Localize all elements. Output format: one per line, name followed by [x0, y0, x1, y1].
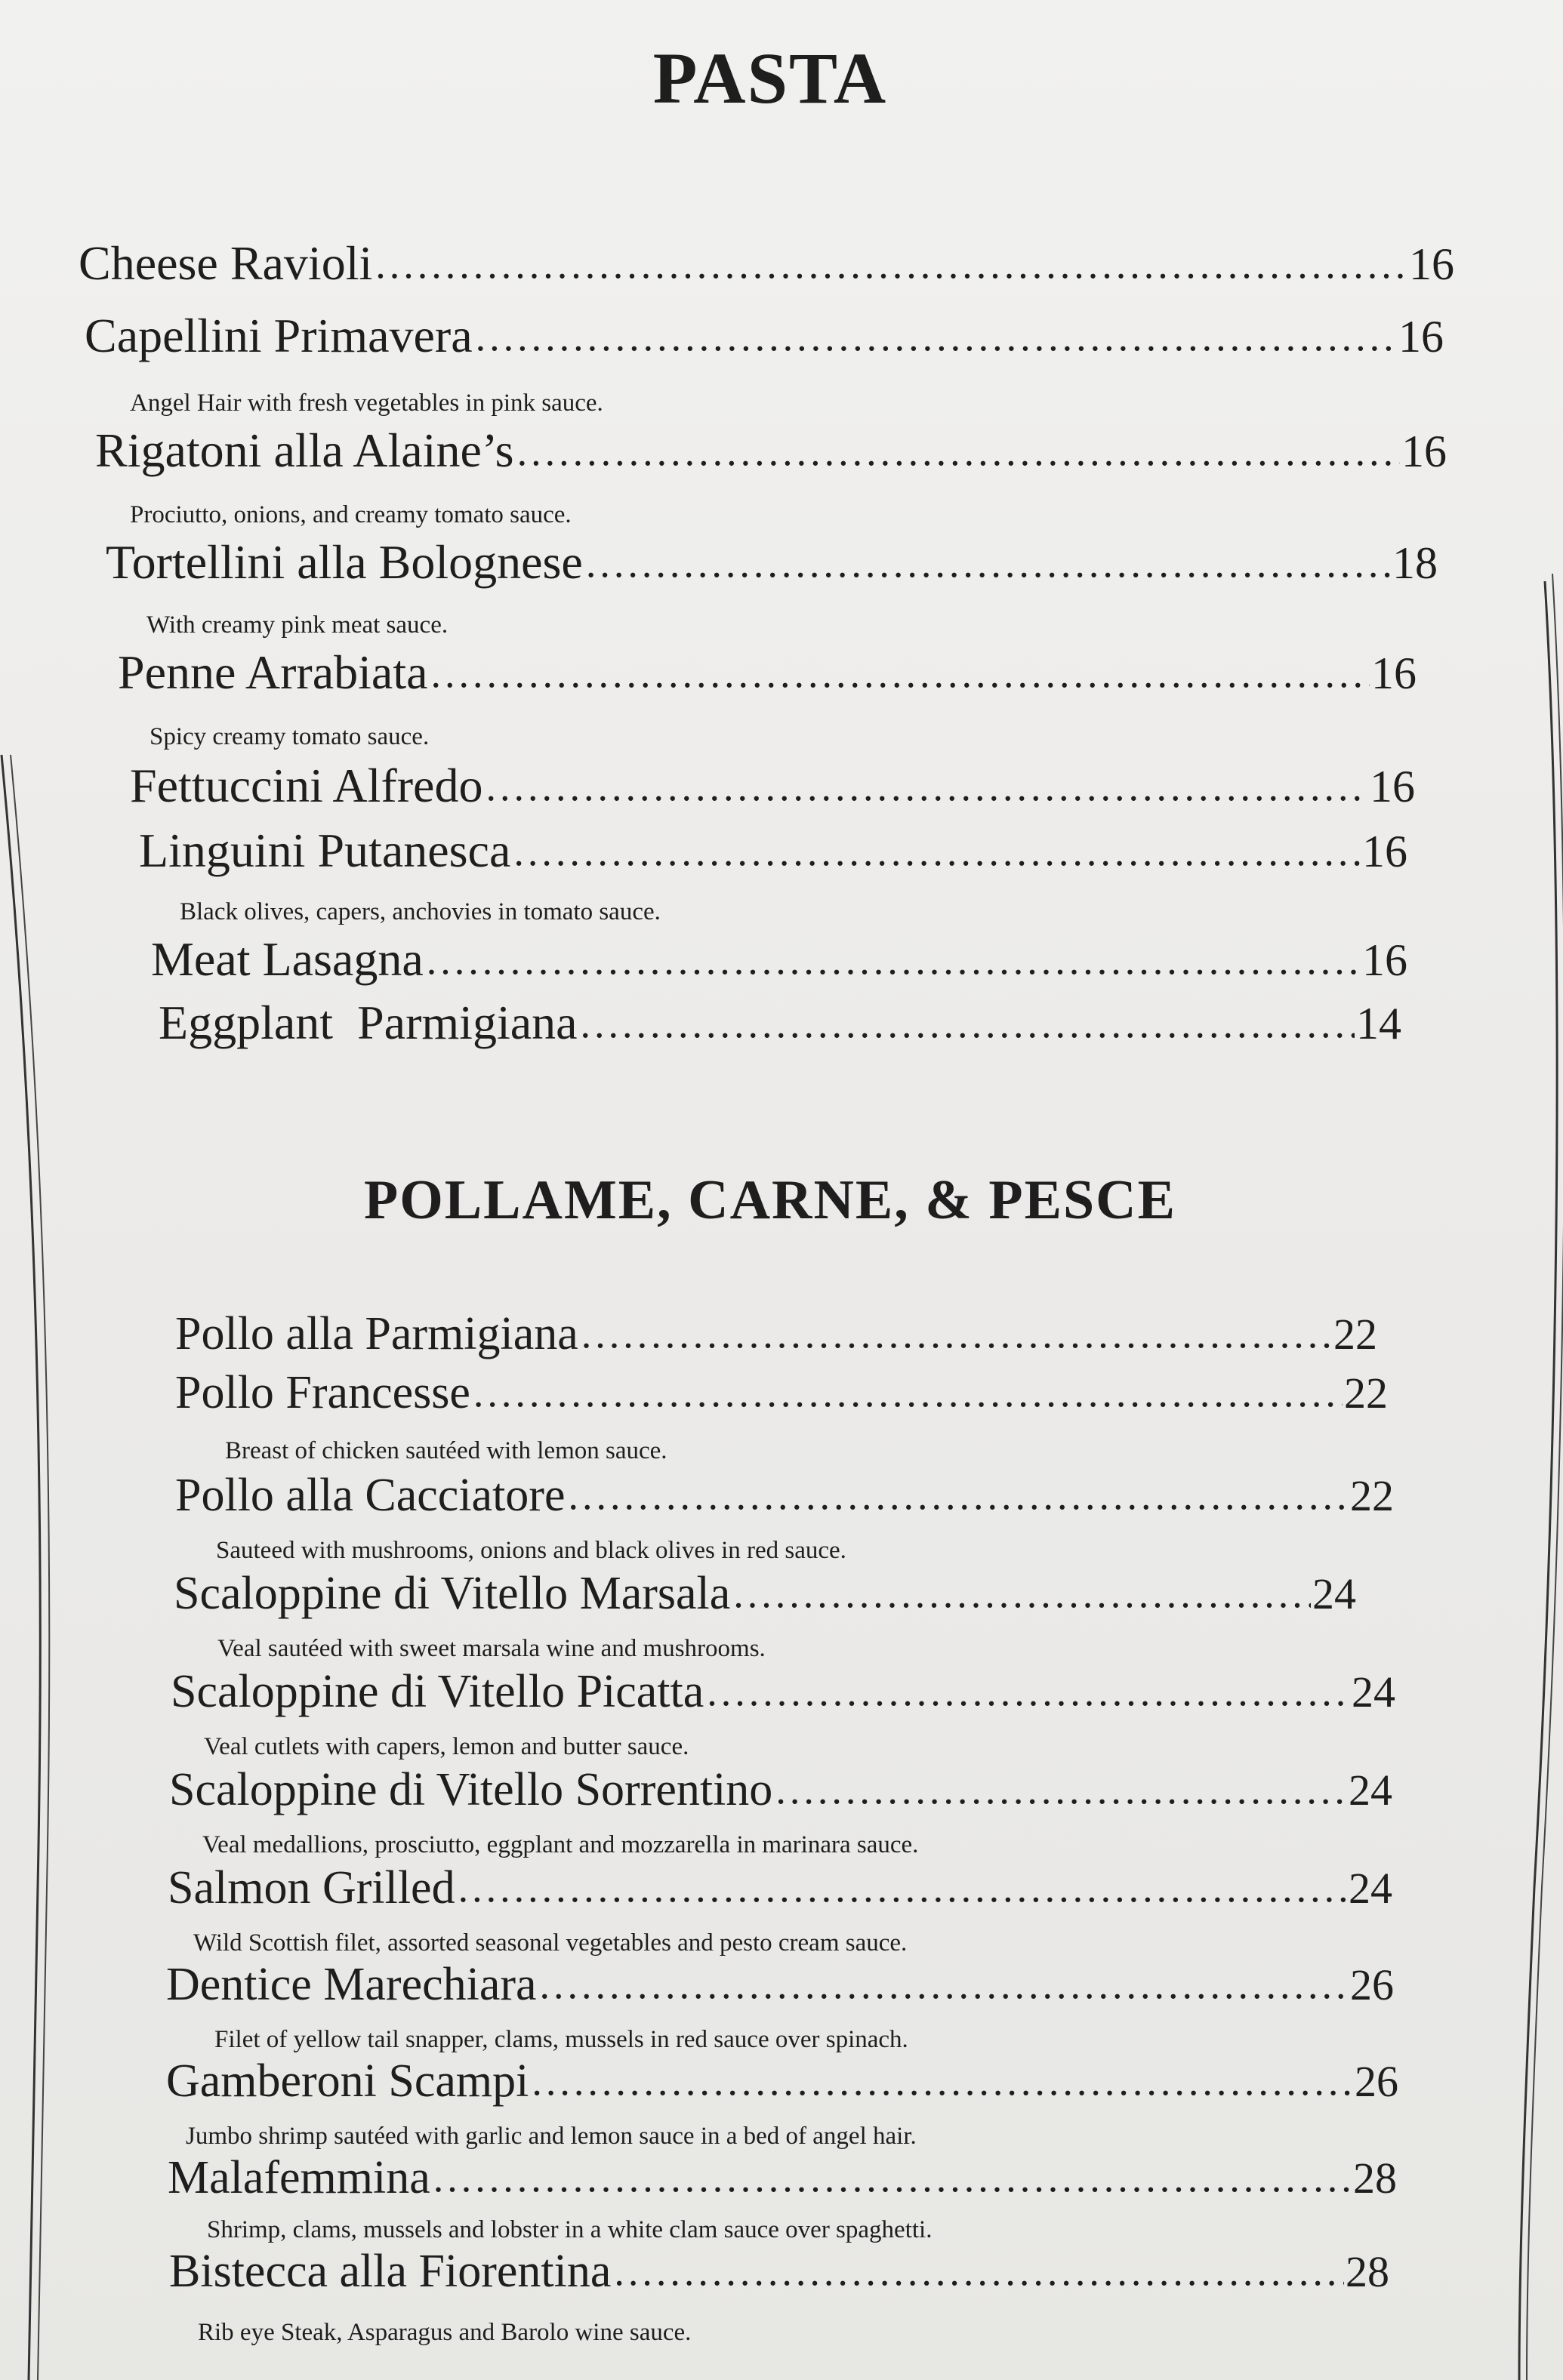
- item-name: Tortellini alla Bolognese: [106, 535, 583, 589]
- menu-item: [168, 2151, 1397, 2212]
- item-price: 16: [1370, 762, 1415, 811]
- menu-item: [169, 1763, 1392, 1824]
- item-price: 16: [1362, 935, 1407, 985]
- dot-leader: [532, 2058, 1353, 2104]
- dot-leader: [433, 2154, 1352, 2201]
- dot-leader: [614, 2248, 1344, 2295]
- dot-leader: [375, 241, 1407, 288]
- item-price: 24: [1349, 1864, 1392, 1913]
- item-price: 16: [1409, 239, 1454, 289]
- item-price: 16: [1362, 827, 1407, 876]
- item-description: Veal medallions, prosciutto, eggplant and mozzarella in marinara sauce.: [202, 1831, 919, 1858]
- item-name: Fettuccini Alfredo: [130, 759, 483, 812]
- dot-leader: [486, 763, 1368, 810]
- dot-leader: [581, 1000, 1355, 1047]
- item-price: 16: [1371, 648, 1417, 698]
- menu-item: [118, 645, 1417, 705]
- menu-item: [171, 1665, 1395, 1726]
- menu-item: [175, 1366, 1388, 1427]
- menu-item: [85, 308, 1444, 368]
- item-name: Scaloppine di Vitello Picatta: [171, 1666, 704, 1717]
- dot-leader: [568, 1472, 1349, 1519]
- item-name: Pollo alla Cacciatore: [175, 1470, 566, 1521]
- item-name: Malafemmina: [168, 2152, 430, 2203]
- item-description: Jumbo shrimp sautéed with garlic and lemon sauce in a bed of angel hair.: [186, 2123, 917, 2150]
- item-description: Rib eye Steak, Asparagus and Barolo wine sauce.: [198, 2319, 692, 2346]
- item-name: Penne Arrabiata: [118, 645, 428, 699]
- item-name: Gamberoni Scampi: [166, 2055, 529, 2107]
- menu-item: [168, 1861, 1392, 1922]
- menu-item: [106, 534, 1438, 595]
- item-name: Pollo Francesse: [175, 1367, 470, 1418]
- menu-item: [130, 758, 1415, 818]
- item-price: 14: [1356, 999, 1401, 1048]
- item-name: Bistecca alla Fiorentina: [169, 2246, 612, 2297]
- item-description: Spicy creamy tomato sauce.: [150, 723, 430, 750]
- item-description: Veal sautéed with sweet marsala wine and mushrooms.: [217, 1635, 766, 1662]
- menu-item: [166, 1958, 1394, 2018]
- dot-leader: [707, 1668, 1350, 1715]
- menu-item: [151, 931, 1407, 992]
- menu-item: [175, 1307, 1377, 1368]
- menu-item: [175, 1469, 1394, 1529]
- dot-leader: [473, 1369, 1343, 1416]
- item-price: 24: [1352, 1667, 1395, 1716]
- item-description: Angel Hair with fresh vegetables in pink sauce.: [130, 389, 603, 417]
- item-price: 24: [1349, 1766, 1392, 1815]
- item-name: Linguini Putanesca: [139, 824, 511, 877]
- dot-leader: [431, 650, 1370, 697]
- item-name: Eggplant Parmigiana: [159, 996, 578, 1049]
- item-description: With creamy pink meat sauce.: [146, 611, 449, 639]
- item-price: 28: [1353, 2154, 1397, 2203]
- item-price: 26: [1350, 1960, 1394, 2009]
- dot-leader: [775, 1766, 1347, 1813]
- item-price: 22: [1333, 1310, 1377, 1359]
- item-name: Capellini Primavera: [85, 309, 473, 362]
- menu-item: [159, 995, 1401, 1055]
- dot-leader: [517, 428, 1400, 475]
- item-name: Cheese Ravioli: [79, 236, 373, 290]
- item-price: 26: [1355, 2057, 1398, 2106]
- item-price: 22: [1344, 1369, 1388, 1418]
- section-title-pasta: PASTA: [652, 38, 888, 119]
- item-description: Shrimp, clams, mussels and lobster in a white clam sauce over spaghetti.: [207, 2216, 933, 2243]
- item-name: Scaloppine di Vitello Sorrentino: [169, 1764, 773, 1815]
- menu-item: [166, 2055, 1398, 2115]
- item-description: Wild Scottish filet, assorted seasonal vegetables and pesto cream sauce.: [193, 1929, 908, 1957]
- item-description: Breast of chicken sautéed with lemon sauce.: [225, 1437, 667, 1464]
- item-name: Pollo alla Parmigiana: [175, 1308, 578, 1359]
- item-name: Salmon Grilled: [168, 1862, 455, 1914]
- menu-item: [95, 423, 1447, 483]
- section-title-pollame-carne-pesce: POLLAME, CARNE, & PESCE: [364, 1169, 1176, 1231]
- menu-item: [174, 1567, 1356, 1627]
- menu-item: [79, 236, 1454, 296]
- dot-leader: [513, 828, 1361, 875]
- dot-leader: [476, 313, 1397, 360]
- item-description: Filet of yellow tail snapper, clams, mussels in red sauce over spinach.: [214, 2026, 908, 2053]
- dot-leader: [733, 1570, 1311, 1617]
- item-name: Rigatoni alla Alaine’s: [95, 423, 514, 477]
- item-price: 24: [1312, 1569, 1356, 1618]
- item-name: Dentice Marechiara: [166, 1959, 537, 2010]
- item-description: Black olives, capers, anchovies in tomato sauce.: [180, 898, 661, 925]
- dot-leader: [427, 937, 1361, 984]
- item-description: Veal cutlets with capers, lemon and butter sauce.: [204, 1733, 689, 1760]
- menu-item: [169, 2245, 1389, 2305]
- item-name: Scaloppine di Vitello Marsala: [174, 1568, 731, 1619]
- item-price: 18: [1392, 538, 1438, 588]
- item-price: 28: [1346, 2247, 1389, 2296]
- dot-leader: [458, 1864, 1347, 1911]
- dot-leader: [581, 1310, 1332, 1357]
- item-price: 16: [1401, 426, 1447, 476]
- dot-leader: [586, 540, 1391, 587]
- item-name: Meat Lasagna: [151, 932, 424, 986]
- item-price: 22: [1350, 1471, 1394, 1520]
- item-description: Prociutto, onions, and creamy tomato sauce.: [130, 501, 572, 528]
- item-description: Sauteed with mushrooms, onions and black olives in red sauce.: [216, 1537, 846, 1564]
- menu-item: [139, 823, 1407, 883]
- dot-leader: [540, 1961, 1349, 2008]
- item-price: 16: [1398, 312, 1444, 362]
